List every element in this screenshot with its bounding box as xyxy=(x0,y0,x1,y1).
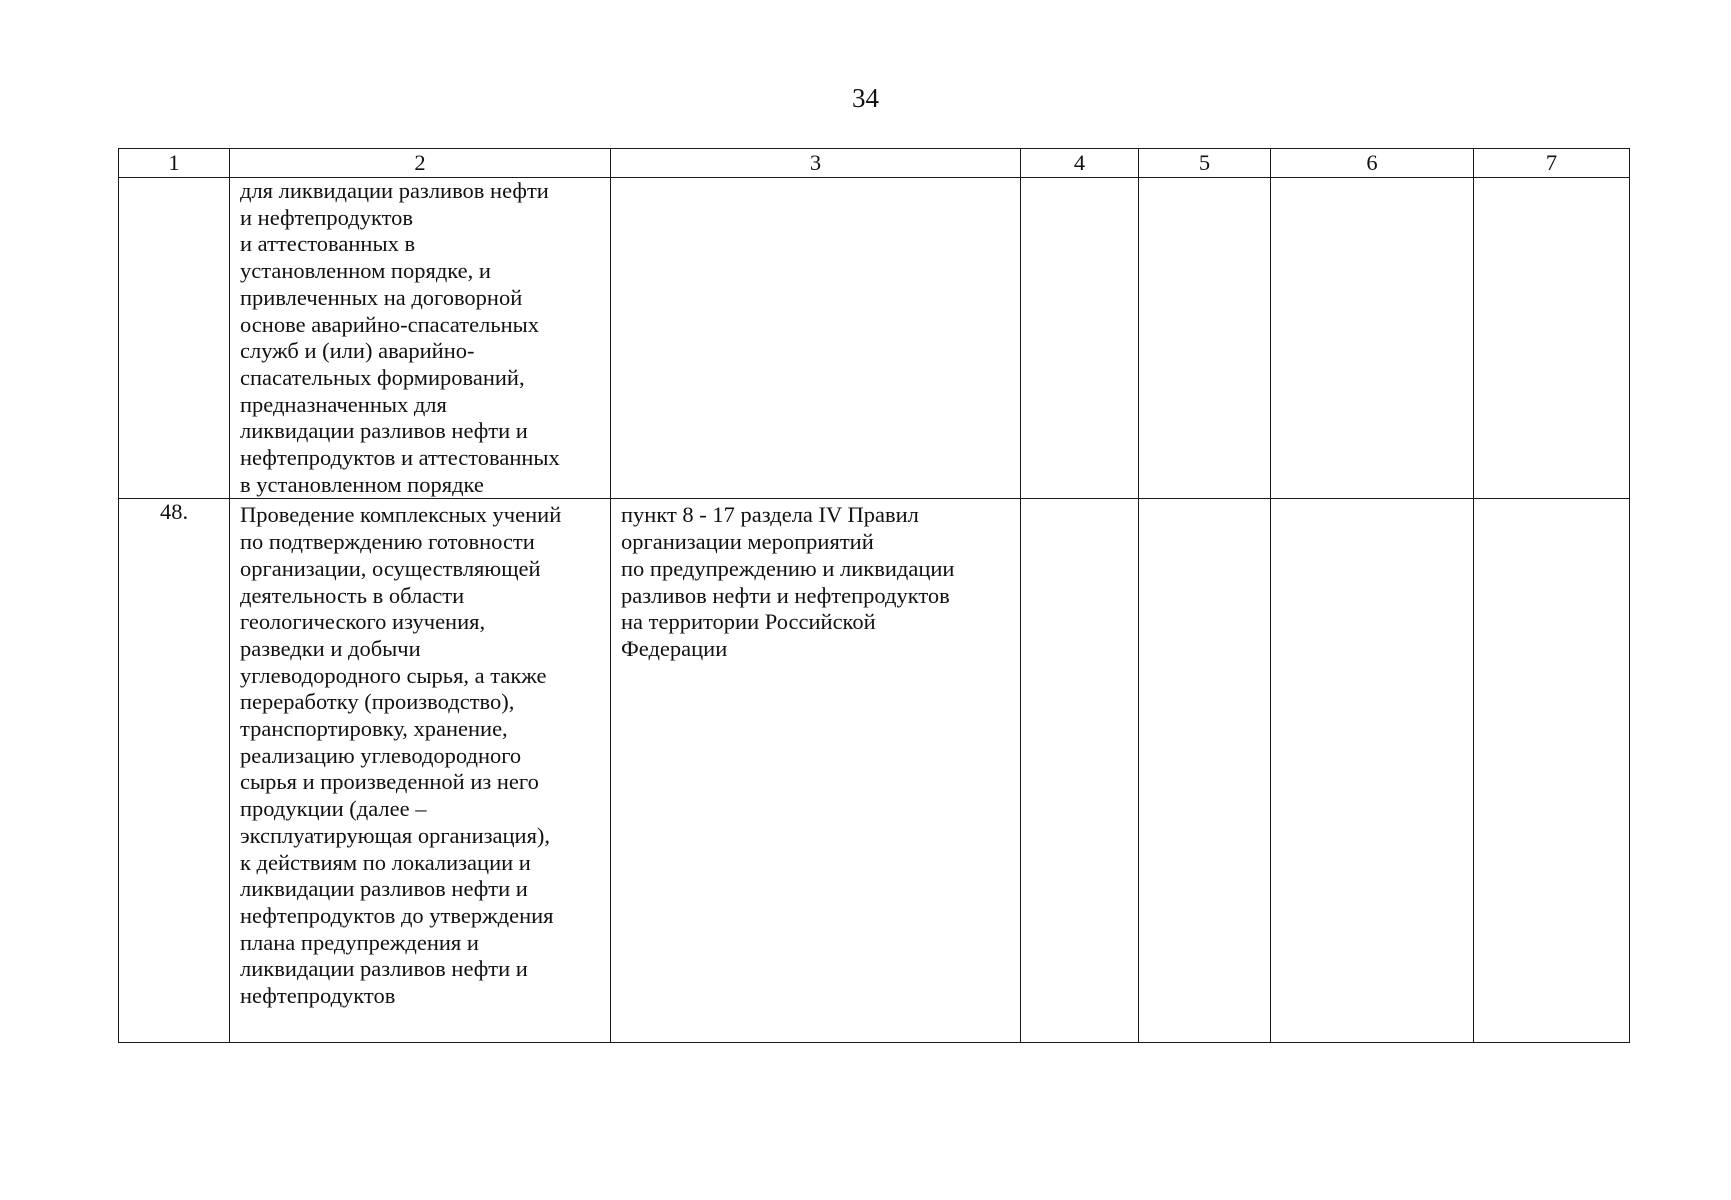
table-row xyxy=(119,178,1630,499)
row-number-cell xyxy=(119,178,230,499)
page-number: 34 xyxy=(852,83,879,113)
column-header: 4 xyxy=(1021,149,1139,178)
row-col6-cell xyxy=(1271,499,1474,1043)
column-header: 5 xyxy=(1139,149,1271,178)
table-header-row xyxy=(119,149,1630,178)
row-col6-cell xyxy=(1271,178,1474,499)
column-header: 7 xyxy=(1474,149,1630,178)
row-col4-cell xyxy=(1021,499,1139,1043)
row-description-cell xyxy=(230,499,611,1043)
requirements-table xyxy=(118,148,1630,1043)
row-number-cell: 48. xyxy=(119,499,230,1043)
row-description-text: Проведение комплексных учений по подтверждению готовности организации, осуществляющей деятельность в области геологического изучения, разведки и добычи углеводородного сырья, а также переработку (производство), транспортировку, хранение, реализацию углеводородного сырья и произведенной из него продукции (далее – эксплуатирующая организация), к действиям по локализации и ликвидации разливов нефти и нефтепродуктов до утверждения плана предупреждения и ликвидации разливов нефти и нефтепродуктов xyxy=(240,502,562,1009)
table-row xyxy=(119,499,1630,1043)
row-col4-cell xyxy=(1021,178,1139,499)
row-description-cell xyxy=(230,178,611,499)
row-col7-cell xyxy=(1474,499,1630,1043)
column-header: 2 xyxy=(230,149,611,178)
row-reference-text: пункт 8 - 17 раздела IV Правил организации мероприятий по предупреждению и ликвидации разливов нефти и нефтепродуктов на территории Российской Федерации xyxy=(621,502,955,661)
row-reference-cell xyxy=(611,178,1021,499)
column-header: 6 xyxy=(1271,149,1474,178)
row-reference-cell xyxy=(611,499,1021,1043)
column-header: 3 xyxy=(611,149,1021,178)
column-header: 1 xyxy=(119,149,230,178)
row-description-text: для ликвидации разливов нефти и нефтепродуктов и аттестованных в установленном порядке, и привлеченных на договорной основе аварийно-спасательных служб и (или) аварийно- спасательных формирований, предназначенных для ликвидации разливов нефти и нефтепродуктов и аттестованных в установленном порядке xyxy=(240,178,560,497)
row-col7-cell xyxy=(1474,178,1630,499)
row-col5-cell xyxy=(1139,499,1271,1043)
row-col5-cell xyxy=(1139,178,1271,499)
